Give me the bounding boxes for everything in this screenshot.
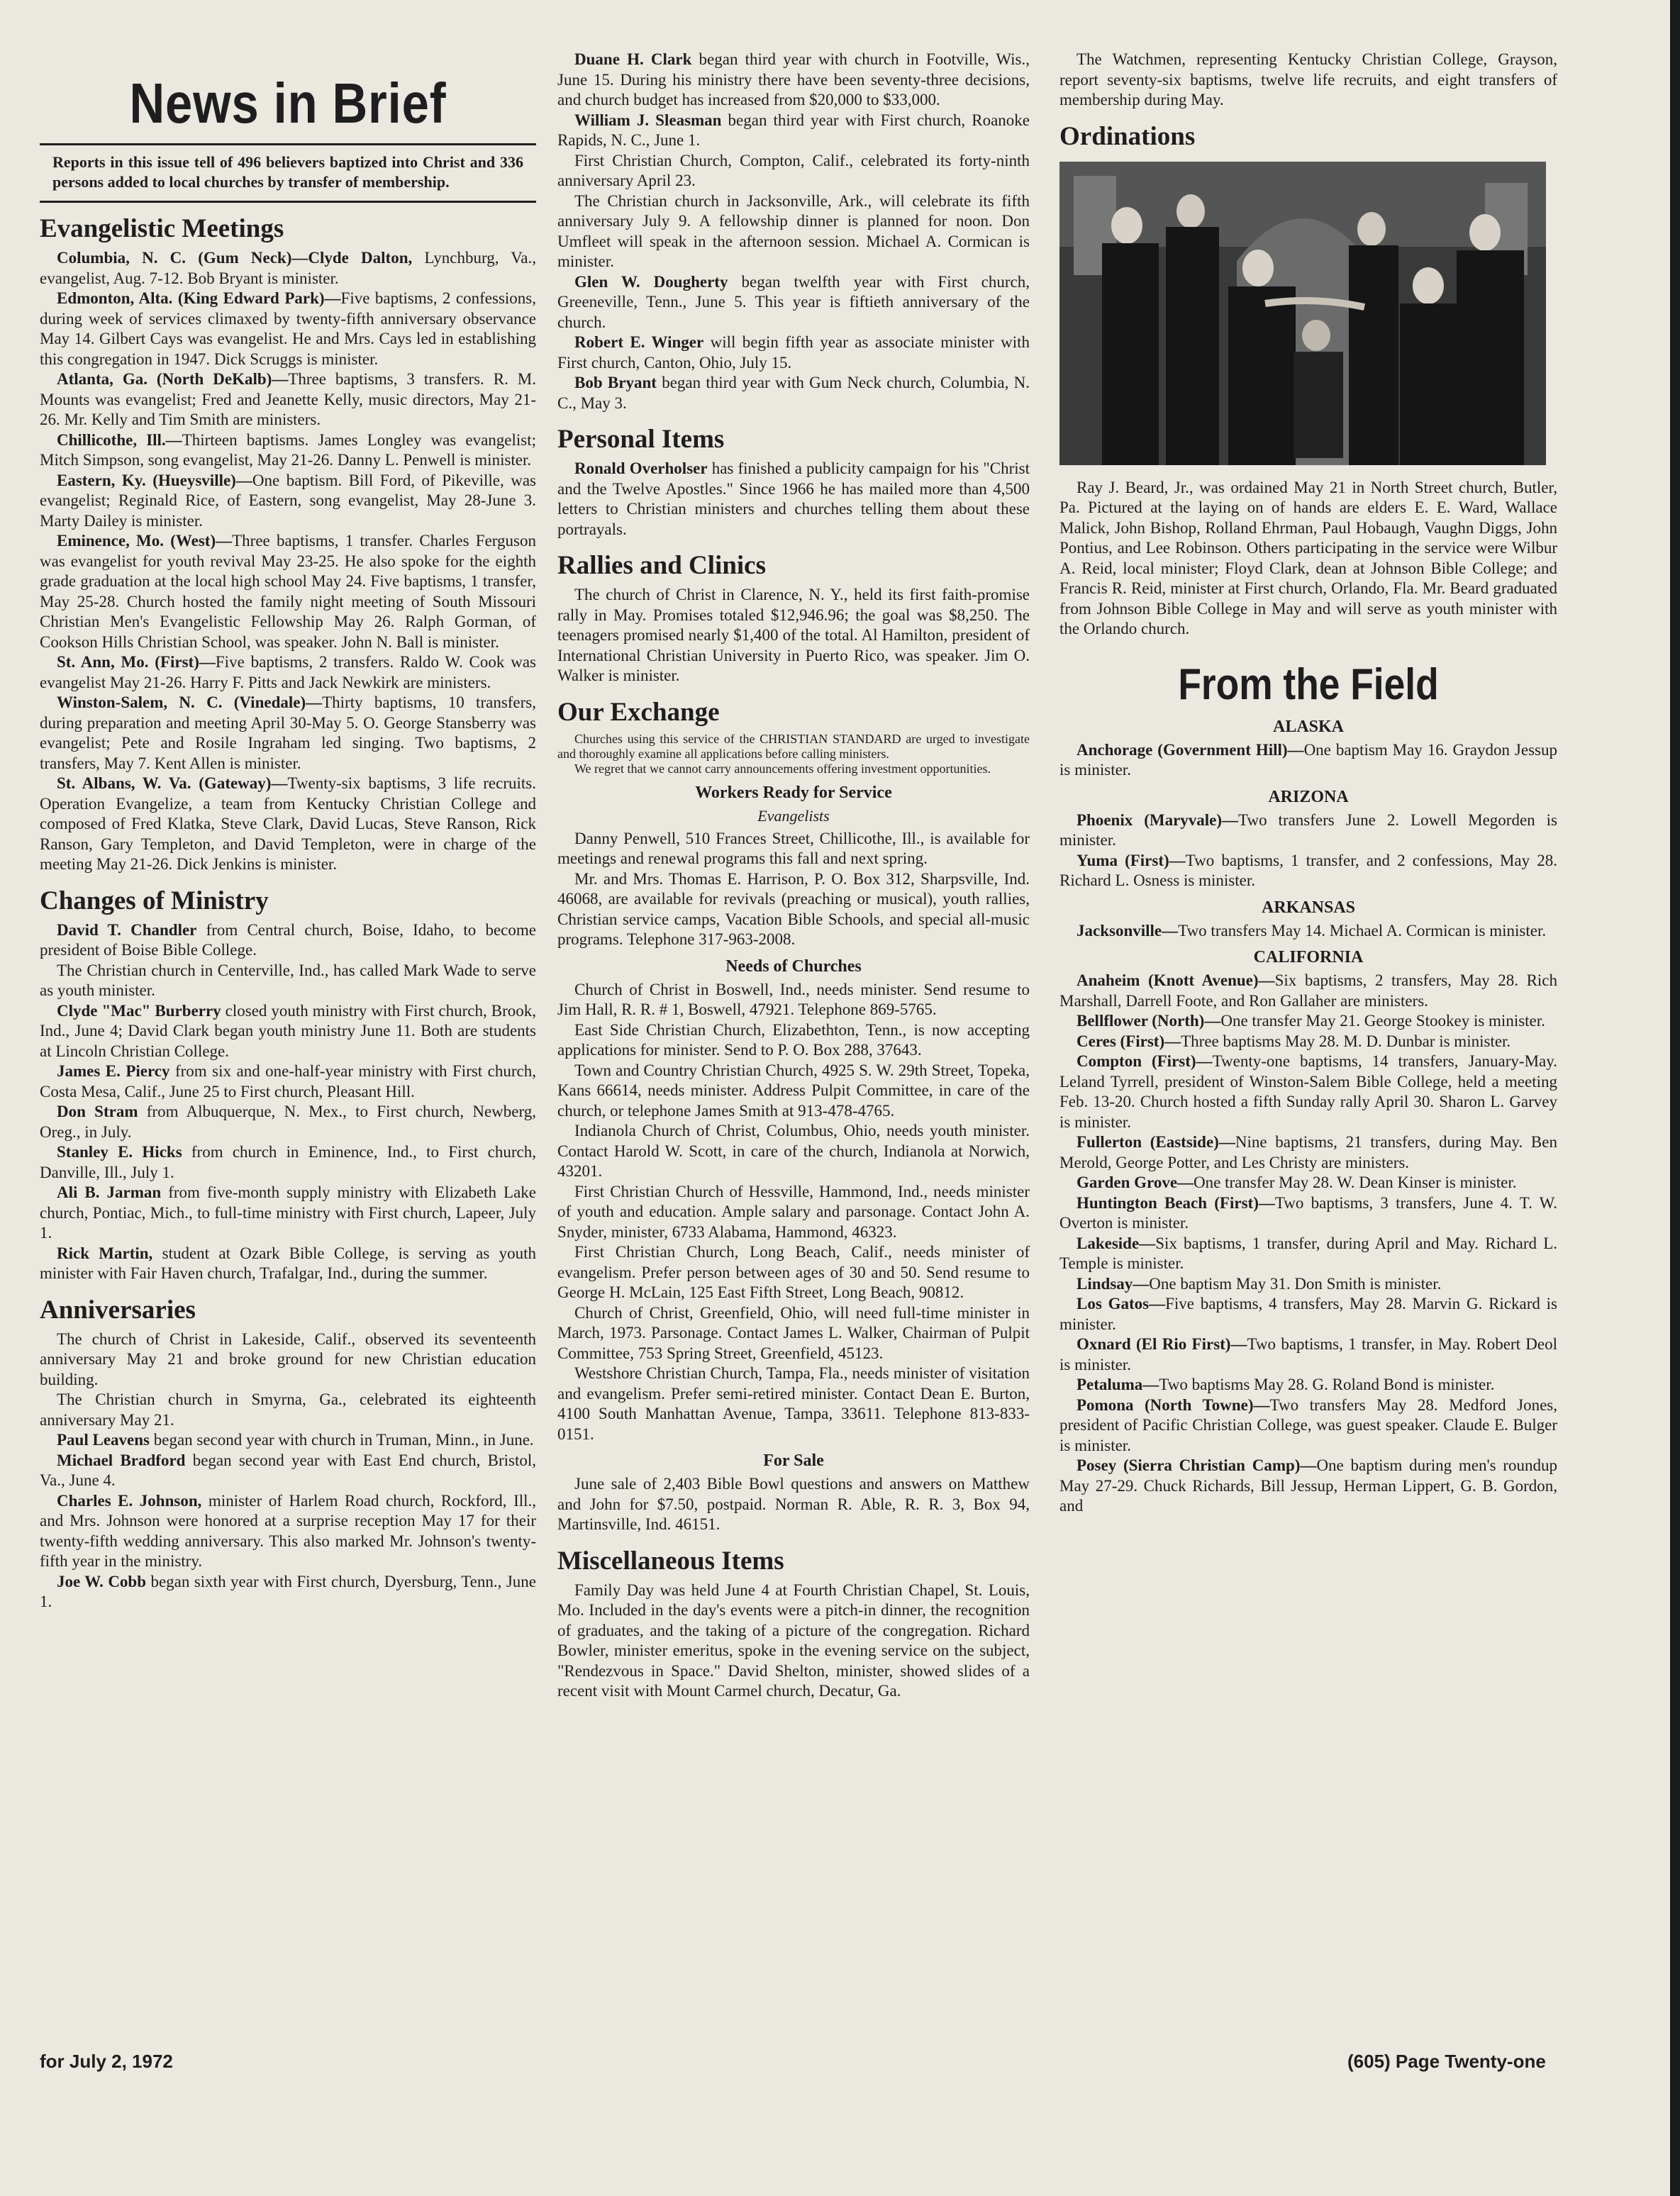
news-item	[557, 111, 1030, 151]
rallies-list	[557, 585, 1030, 686]
news-item	[1059, 1234, 1557, 1274]
news-item-text: began third year with First church, Roanoke Rapids, N. C., June 1.	[557, 111, 1030, 149]
news-item	[1059, 971, 1557, 1011]
news-item	[557, 333, 1030, 373]
field-states	[1059, 716, 1557, 1517]
section-heading-field: From the Field	[1178, 659, 1439, 709]
news-item-text: Five baptisms, 4 transfers, May 28. Marvin G. Rickard is minister.	[1059, 1295, 1558, 1333]
section-heading-evangelistic: Evangelistic Meetings	[40, 214, 284, 243]
needs-list	[557, 980, 1030, 1445]
news-item-text: Thirteen baptisms. James Longley was evangelist; Mitch Simpson, song evangelist, May 21-26. Danny L. Penwell is minister.	[40, 430, 536, 469]
news-item-lead: Garden Grove—	[1077, 1174, 1194, 1191]
news-item	[40, 1244, 536, 1284]
news-item-lead: Chillicothe, Ill.—	[57, 430, 182, 449]
news-item	[40, 1001, 536, 1062]
news-item	[40, 471, 536, 532]
news-item-lead: Petaluma—	[1077, 1376, 1159, 1393]
news-item-text: Three baptisms, 3 transfers. R. M. Mounts was evangelist; Fred and Jeanette Kelly, music directors, May 21-26. Mr. Kelly and Tim Smith are ministers.	[40, 370, 536, 428]
news-item-lead: Joe W. Cobb	[57, 1572, 147, 1590]
news-item-lead: Charles E. Johnson,	[57, 1491, 202, 1510]
news-item-lead: Yuma (First)—	[1077, 851, 1186, 869]
footer-page-number: (605) Page Twenty-one	[1347, 2051, 1546, 2072]
news-item	[40, 652, 536, 693]
news-item-lead: Duane H. Clark	[574, 50, 692, 68]
news-item	[40, 1142, 536, 1183]
news-item	[1059, 50, 1557, 111]
ordination-photo-illustration	[1059, 162, 1546, 465]
news-item-lead: Stanley E. Hicks	[57, 1143, 182, 1161]
news-item-lead: Ali B. Jarman	[57, 1183, 162, 1201]
news-item-lead: Lakeside—	[1077, 1234, 1156, 1252]
news-item-text: Six baptisms, 2 transfers, May 28. Rich Marshall, Darrell Foote, and Ron Gallaher are ministers.	[1059, 971, 1558, 1010]
news-item-text: Two baptisms, 1 transfer, and 2 confessions, May 28. Richard L. Osness is minister.	[1059, 851, 1557, 889]
news-item	[1059, 1193, 1557, 1234]
listing-item: First Christian Church of Hessville, Hammond, Ind., needs minister of youth and education. Ample salary and parsonage. Contact John A. Snyder, minister, 6733 Alabama, Hammond, 46323.	[557, 1182, 1030, 1241]
ordination-caption: Ray J. Beard, Jr., was ordained May 21 in North Street church, Butler, Pa. Pictured at the laying on of hands are elders E. E. Ward, Wallace Malick, John Bishop, Rolland Ehrman, Paul Hobaugh, Vaughn Diggs, John Pontius, and Lee Robinson. Others participating in the service were Wilbur A. Reid, local minister; Floyd Clark, dean at Johnson Bible College; and Francis R. Reid, minister at First church, Orlando, Fla. Mr. Beard graduated from Johnson Bible College in May and will serve as youth minister with the Orlando church.	[1059, 478, 1557, 637]
news-item-lead: Bellflower (North)—	[1077, 1012, 1221, 1030]
listing-item: June sale of 2,403 Bible Bowl questions and answers on Matthew and John for $7.50, postpaid. Norman R. Able, R. R. 3, Box 94, Martinsville, Ind. 46151.	[557, 1475, 1030, 1533]
news-item	[1059, 1334, 1557, 1375]
listing-item: Mr. and Mrs. Thomas E. Harrison, P. O. Box 312, Sharpsville, Ind. 46068, are available for revivals (preaching or musical), youth rallies, Christian service camps, Vacation Bible Schools, and special all-music programs. Telephone 317-963-2008.	[557, 869, 1030, 948]
news-item	[40, 961, 536, 1001]
news-item	[1059, 1274, 1557, 1295]
news-item-lead: Anchorage (Government Hill)—	[1077, 740, 1304, 759]
news-item	[557, 151, 1030, 191]
news-item-text: Two baptisms, 3 transfers, June 4. T. W. Overton is minister.	[1059, 1193, 1558, 1232]
news-item-text: Nine baptisms, 21 transfers, during May. Ben Merold, George Potter, and Les Christy are ministers.	[1059, 1133, 1557, 1171]
news-item-text: began second year with East End church, Bristol, Va., June 4.	[40, 1451, 536, 1489]
news-item-text: Two transfers June 2. Lowell Megorden is minister.	[1059, 810, 1557, 849]
news-item	[40, 531, 536, 652]
anniversaries-list	[40, 1330, 536, 1612]
listing-item: Church of Christ in Boswell, Ind., needs minister. Send resume to Jim Hall, R. R. # 1, Boswell, 47921. Telephone 869-5765.	[557, 980, 1030, 1018]
news-item-lead: Lindsay—	[1077, 1274, 1150, 1293]
news-item-lead: Glen W. Dougherty	[574, 272, 728, 291]
news-item-text: from Albuquerque, N. Mex., to First church, Newberg, Oreg., in July.	[40, 1103, 536, 1141]
news-item-text: from Central church, Boise, Idaho, to become president of Boise Bible College.	[40, 920, 536, 959]
sale-list	[557, 1474, 1030, 1535]
page-title: News in Brief	[129, 72, 447, 135]
news-item-lead: Eminence, Mo. (West)—	[57, 532, 233, 550]
news-item-lead: St. Ann, Mo. (First)—	[57, 653, 216, 671]
section-heading-ordinations: Ordinations	[1059, 121, 1196, 151]
lead-summary: Reports in this issue tell of 496 believers baptized into Christ and 336 persons added to local churches by transfer of membership.	[52, 153, 523, 191]
news-item-lead: Robert E. Winger	[574, 333, 704, 351]
news-item-lead: Anaheim (Knott Avenue)—	[1077, 971, 1275, 989]
news-item-text: Twenty-one baptisms, 14 transfers, January-May. Leland Tyrrell, president of Winston-Salem Bible College, held a meeting Feb. 13-20. Church hosted a fifth Sunday rally April 30. Sharon L. Garvey is minister.	[1059, 1052, 1557, 1131]
news-item-text: Five baptisms, 2 transfers. Raldo W. Cook was evangelist May 21-26. Harry F. Pitts and Jack Newkirk are ministers.	[40, 653, 536, 691]
news-item-lead: William J. Sleasman	[574, 111, 722, 129]
news-item	[40, 1572, 536, 1612]
news-item	[1059, 921, 1557, 942]
news-item-lead: Columbia, N. C. (Gum Neck)—Clyde Dalton,	[57, 249, 413, 267]
listing-item: East Side Christian Church, Elizabethton, Tenn., is now accepting applications for minister. Send to P. O. Box 288, 37643.	[557, 1020, 1030, 1059]
news-item-text: Lynchburg, Va., evangelist, Aug. 7-12. Bob Bryant is minister.	[40, 249, 536, 287]
news-item	[40, 1061, 536, 1102]
news-item	[1059, 1011, 1557, 1032]
news-item-text: Three baptisms, 1 transfer. Charles Ferguson was evangelist for youth revival May 23-25. He also spoke for the eighth grade graduation at the local high school May 24. Five baptisms, 1 transfer, May 25-28. Church hosted the family night meeting of South Missouri Christian Men's Evangelistic Fellowship May 26. Ralph Gorman, of Cookson Hills Christian School, was speaker. John N. Ball is minister.	[40, 532, 536, 651]
divider	[40, 201, 536, 203]
anniversaries-list-cont	[557, 50, 1030, 413]
news-item	[557, 373, 1030, 413]
news-item-text: The Christian church in Jacksonville, Ark., will celebrate its fifth anniversary July 9. A fellowship dinner is planned for noon. Don Umfleet will speak in the afternoon session. Michael A. Cormican is minister.	[557, 191, 1030, 270]
news-item-text: closed youth ministry with First church, Brook, Ind., June 4; David Clark began youth ministry June 11. Both are students at Lincoln Christian College.	[40, 1001, 536, 1060]
news-item	[1059, 740, 1557, 781]
ordination-photo	[1059, 162, 1546, 465]
section-heading-misc: Miscellaneous Items	[557, 1546, 784, 1576]
news-item-lead: Posey (Sierra Christian Camp)—	[1077, 1456, 1317, 1474]
news-item-lead: Jacksonville—	[1077, 921, 1179, 940]
news-item-text: First Christian Church, Compton, Calif., celebrated its forty-ninth anniversary April 23.	[557, 151, 1030, 189]
news-item	[557, 459, 1030, 540]
exchange-note: Churches using this service of the CHRISTIAN STANDARD are urged to investigate and thoroughly examine all applications before calling ministers.	[557, 731, 1030, 761]
column-right	[1059, 50, 1557, 1517]
news-item-lead: Rick Martin,	[57, 1244, 153, 1262]
news-item	[557, 585, 1030, 686]
news-item-text: One baptism May 31. Don Smith is minister.	[1149, 1274, 1442, 1293]
news-item	[40, 1451, 536, 1491]
news-item-text: began third year with church in Footville, Wis., June 15. During his ministry there have been seventy-three decisions, and church budget has increased from $20,000 to $33,000.	[557, 50, 1030, 108]
news-item	[1059, 1032, 1557, 1052]
news-item	[1059, 1294, 1557, 1334]
news-item	[40, 1183, 536, 1244]
news-item-lead: Huntington Beach (First)—	[1077, 1193, 1275, 1212]
news-item-text: Family Day was held June 4 at Fourth Christian Chapel, St. Louis, Mo. Included in the day's events were a pitch-in dinner, the recognition of graduates, and the taking of a picture of the congregation. Richard Bowler, minister emeritus, spoke in the evening service on the subject, "Rendezvous in Space." David Shelton, minister, showed slides of a recent visit with Mount Carmel church, Decatur, Ga.	[557, 1581, 1030, 1700]
news-item	[40, 1491, 536, 1572]
listing-item: Danny Penwell, 510 Frances Street, Chillicothe, Ill., is available for meetings and renewal programs this fall and next spring.	[557, 829, 1030, 867]
news-item	[557, 50, 1030, 111]
news-item	[40, 920, 536, 961]
news-item-lead: Oxnard (El Rio First)—	[1077, 1335, 1247, 1353]
section-heading-personal: Personal Items	[557, 425, 725, 454]
news-item-text: minister of Harlem Road church, Rockford, Ill., and Mrs. Johnson were honored at a surprise reception May 17 for their twenty-fifth wedding anniversary. This also marked Mr. Johnson's twenty-fifth year in the ministry.	[40, 1491, 537, 1570]
news-item-text: Two transfers May 28. Medford Jones, president of Pacific Christian College, was guest speaker. Claude E. Bulger is minister.	[1059, 1395, 1557, 1454]
news-item-lead: Edmonton, Alta. (King Edward Park)—	[57, 289, 341, 307]
news-item-text: Twenty-six baptisms, 3 life recruits. Operation Evangelize, a team from Kentucky Christian College and composed of Fred Klatka, Steve Clark, David Lucas, Steve Ranson, Rick Ranson, Gary Templeton, and David Templeton, were in charge of the meeting May 21-26. Dick Jenkins is minister.	[40, 774, 536, 873]
news-item	[40, 430, 536, 471]
listing-item: Church of Christ, Greenfield, Ohio, will need full-time minister in March, 1973. Parsonage. Contact James L. Walker, Chairman of Pulpit Committee, 753 Spring Street, Greenfield, 45123.	[557, 1303, 1030, 1362]
news-item-text: began third year with Gum Neck church, Columbia, N. C., May 3.	[557, 374, 1030, 412]
news-item-lead: Eastern, Ky. (Hueysville)—	[57, 471, 252, 489]
changes-list	[40, 920, 536, 1284]
news-item	[557, 191, 1030, 272]
news-item-text: began second year with church in Truman, Minn., in June.	[149, 1431, 534, 1449]
misc-list-cont	[1059, 50, 1557, 111]
news-item-lead: James E. Piercy	[57, 1062, 170, 1080]
news-item-lead: Paul Leavens	[57, 1431, 150, 1449]
news-item-lead: Winston-Salem, N. C. (Vinedale)—	[57, 693, 323, 711]
news-item-text: One transfer May 28. W. Dean Kinser is minister.	[1194, 1174, 1517, 1191]
listing-item: Westshore Christian Church, Tampa, Fla., needs minister of visitation and evangelism. Prefer semi-retired minister. Contact Dean E. Burton, 4100 South Manhattan Avenue, Tampa, 33611. Telephone 813-833-0151.	[557, 1364, 1030, 1443]
news-item	[40, 774, 536, 875]
evangelists-list	[557, 829, 1030, 950]
news-item-lead: Los Gatos—	[1077, 1295, 1166, 1312]
evangelistic-list	[40, 248, 536, 875]
news-item-text: Two transfers May 14. Michael A. Cormican is minister.	[1178, 921, 1547, 940]
news-item-text: One baptism May 16. Graydon Jessup is minister.	[1059, 740, 1557, 779]
news-item-text: One transfer May 21. George Stookey is minister.	[1220, 1012, 1545, 1030]
news-item	[1059, 810, 1557, 851]
footer-issue-date: for July 2, 1972	[40, 2051, 173, 2072]
news-item-text: student at Ozark Bible College, is serving as youth minister with Fair Haven church, Trafalgar, Ind., during the summer.	[40, 1244, 536, 1282]
news-item	[1059, 1375, 1557, 1395]
news-item	[557, 1581, 1030, 1702]
news-item	[1059, 1052, 1557, 1132]
news-item-text: from five-month supply ministry with Elizabeth Lake church, Pontiac, Mich., to full-time ministry with First church, Lapeer, July 1.	[40, 1183, 537, 1242]
news-item	[1059, 1173, 1557, 1193]
news-item-text: began twelfth year with First church, Greeneville, Tenn., June 5. This year is fiftieth anniversary of the church.	[557, 272, 1030, 331]
state-heading: ARKANSAS	[1261, 898, 1356, 917]
column-left	[40, 50, 536, 1612]
listing-item: Indianola Church of Christ, Columbus, Ohio, needs youth minister. Contact Harold W. Scott, in care of the church, Indianola at Norwich, 43201.	[557, 1122, 1030, 1180]
listing-item: Town and Country Christian Church, 4925 S. W. 29th Street, Topeka, Kans 66614, needs minister. Address Pulpit Committee, in care of the church, or telephone James Smith at 913-478-4765.	[557, 1061, 1030, 1120]
news-item-lead: Don Stram	[57, 1103, 138, 1120]
news-item-text: Thirty baptisms, 10 transfers, during preparation and meeting April 30-May 5. O. George Stansberry was evangelist; Pete and Rosile Ingraham led singing. Two baptisms, 2 transfers, May 7. Kent Allen is minister.	[40, 693, 536, 772]
news-item-text: The church of Christ in Lakeside, Calif., observed its seventeenth anniversary May 21 and broke ground for new Christian education building.	[40, 1330, 536, 1388]
evangelists-heading: Evangelists	[757, 806, 830, 825]
sale-heading: For Sale	[763, 1451, 824, 1470]
news-item-text: The Christian church in Smyrna, Ga., celebrated its eighteenth anniversary May 21.	[40, 1390, 536, 1429]
news-item-lead: Pomona (North Towne)—	[1077, 1395, 1270, 1414]
news-item	[1059, 851, 1557, 891]
news-item-text: from church in Eminence, Ind., to First church, Danville, Ill., July 1.	[40, 1143, 537, 1181]
news-item-text: The church of Christ in Clarence, N. Y., held its first faith-promise rally in May. Promises totaled $12,946.96; the goal was $8,250. The teenagers promised nearly $1,400 of the total. Al Hamilton, president of International Christian University in Puerto Rico, was speaker. Jim O. Walker is minister.	[557, 586, 1030, 684]
section-heading-anniversaries: Anniversaries	[40, 1295, 196, 1325]
news-item-lead: Clyde "Mac" Burberry	[57, 1001, 221, 1020]
news-item-text: Five baptisms, 2 confessions, during week of services climaxed by twenty-fifth anniversary observance May 14. Gilbert Cays was evangelist. He and Mrs. Cays led in establishing this congregation in 1947. Dick Scruggs is minister.	[40, 289, 536, 368]
news-item	[1059, 1132, 1557, 1173]
news-item	[40, 1330, 536, 1390]
news-item-text: Two baptisms, 1 transfer, in May. Robert Deol is minister.	[1059, 1335, 1557, 1373]
section-heading-exchange: Our Exchange	[557, 697, 720, 727]
news-item-lead: Michael Bradford	[57, 1451, 186, 1469]
needs-heading: Needs of Churches	[725, 957, 862, 976]
news-item-text: began sixth year with First church, Dyersburg, Tenn., June 1.	[40, 1572, 536, 1610]
news-item-lead: Ceres (First)—	[1077, 1032, 1181, 1050]
news-item	[1059, 1395, 1557, 1456]
news-item	[40, 248, 536, 289]
news-item-lead: Fullerton (Eastside)—	[1077, 1133, 1235, 1151]
exchange-note: We regret that we cannot carry announcements offering investment opportunities.	[574, 761, 991, 776]
news-item-text: Two baptisms May 28. G. Roland Bond is minister.	[1159, 1376, 1495, 1393]
news-item-text: has finished a publicity campaign for his "Christ and the Twelve Apostles." Since 1966 he has mailed more than 4,500 letters to Christian ministers and churches telling them about these portrayals.	[557, 459, 1030, 538]
news-item	[40, 693, 536, 774]
news-item-lead: Ronald Overholser	[574, 459, 708, 477]
news-item	[557, 272, 1030, 333]
news-item-text: One baptism. Bill Ford, of Pikeville, was evangelist; Reginald Rice, of Eastern, song evangelist, May 28-June 3. Marty Dailey is minister.	[40, 471, 536, 530]
news-item	[40, 1390, 536, 1430]
news-item-lead: David T. Chandler	[57, 920, 197, 939]
news-item-lead: Phoenix (Maryvale)—	[1077, 810, 1239, 829]
news-item-lead: St. Albans, W. Va. (Gateway)—	[57, 774, 288, 792]
news-item-lead: Compton (First)—	[1077, 1052, 1213, 1070]
news-item-text: Three baptisms May 28. M. D. Dunbar is minister.	[1181, 1032, 1511, 1050]
state-heading: CALIFORNIA	[1253, 948, 1364, 966]
news-item	[40, 369, 536, 430]
section-heading-rallies: Rallies and Clinics	[557, 551, 766, 580]
news-item	[40, 1102, 536, 1142]
news-item-text: from six and one-half-year ministry with First church, Costa Mesa, Calif., June 25 to First church, Pleasant Hill.	[40, 1062, 537, 1100]
news-item-lead: Atlanta, Ga. (North DeKalb)—	[57, 370, 289, 388]
news-item-text: One baptism during men's roundup May 27-29. Chuck Richards, Bill Jessup, Herman Lippert, G. B. Gordon, and	[1059, 1456, 1557, 1515]
section-heading-changes: Changes of Ministry	[40, 886, 269, 915]
news-item	[1059, 1456, 1557, 1517]
news-item	[40, 289, 536, 369]
misc-list	[557, 1581, 1030, 1702]
news-item-lead: Bob Bryant	[574, 374, 657, 391]
news-item-text: The Watchmen, representing Kentucky Christian College, Grayson, report seventy-six baptisms, twelve life recruits, and eight transfers of membership during May.	[1059, 50, 1557, 108]
listing-item: First Christian Church, Long Beach, Calif., needs minister of evangelism. Prefer person between ages of 30 and 50. Send resume to George H. McLain, 125 East Fifth Street, Long Beach, 90812.	[557, 1243, 1030, 1301]
state-heading: ALASKA	[1272, 717, 1345, 736]
news-item-text: will begin fifth year as associate minister with First church, Canton, Ohio, July 15.	[557, 333, 1030, 372]
state-heading: ARIZONA	[1268, 787, 1349, 806]
news-item-text: The Christian church in Centerville, Ind., has called Mark Wade to serve as youth minister.	[40, 961, 536, 999]
column-middle	[557, 50, 1030, 1702]
news-item	[40, 1430, 536, 1451]
news-item-text: Six baptisms, 1 transfer, during April and May. Richard L. Temple is minister.	[1059, 1234, 1557, 1272]
personal-list	[557, 459, 1030, 540]
workers-heading: Workers Ready for Service	[695, 783, 892, 802]
